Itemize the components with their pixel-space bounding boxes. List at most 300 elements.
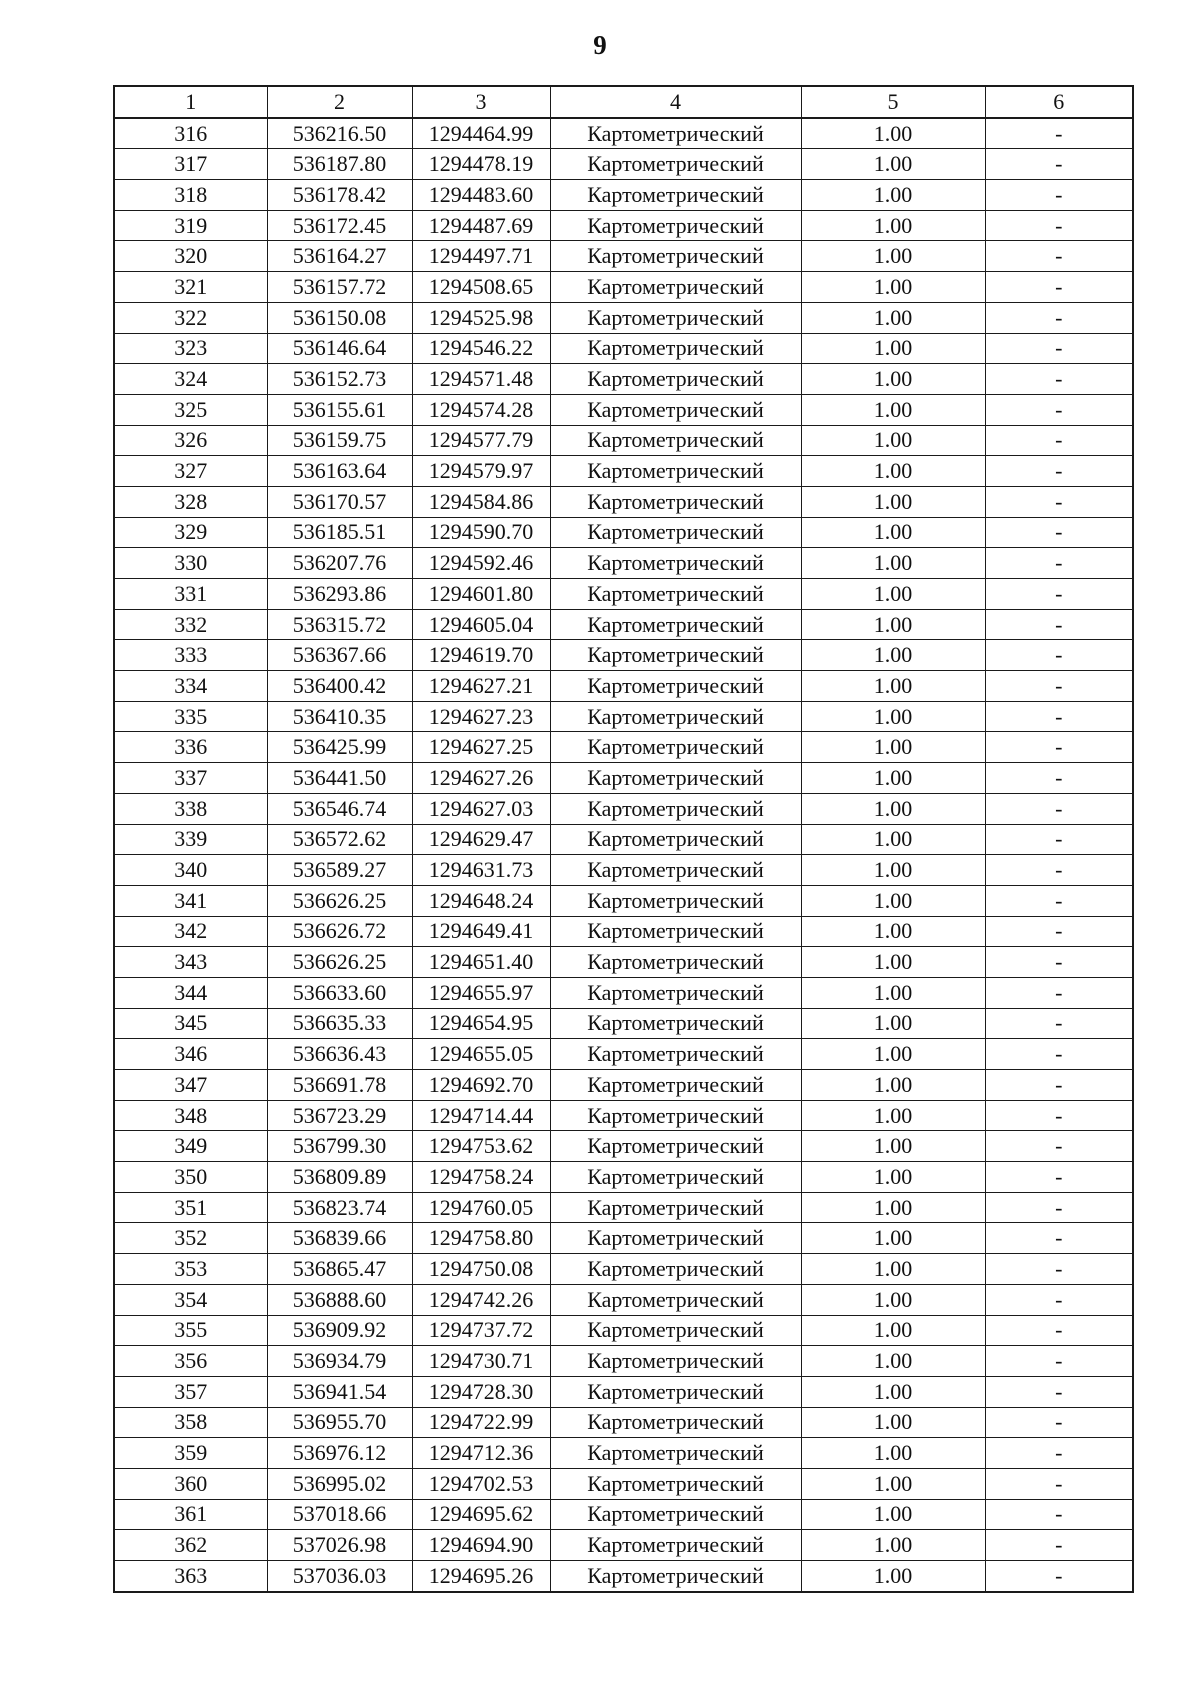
table-cell: -	[985, 394, 1133, 425]
table-cell: 1294497.71	[412, 241, 550, 272]
table-cell: Картометрический	[550, 1284, 801, 1315]
table-cell: 1294478.19	[412, 149, 550, 180]
table-cell: 536150.08	[267, 302, 412, 333]
table-cell: 1.00	[801, 855, 985, 886]
table-cell: -	[985, 1254, 1133, 1285]
table-cell: 343	[114, 947, 267, 978]
table-cell: 1294627.23	[412, 701, 550, 732]
table-cell: 1.00	[801, 824, 985, 855]
table-row	[114, 763, 1133, 794]
table-cell: -	[985, 1499, 1133, 1530]
table-cell: 359	[114, 1438, 267, 1469]
table-cell: 1294750.08	[412, 1254, 550, 1285]
table-cell: 1.00	[801, 241, 985, 272]
table-cell: 536626.25	[267, 947, 412, 978]
table-cell: Картометрический	[550, 1407, 801, 1438]
table-cell: 1294627.21	[412, 671, 550, 702]
table-cell: -	[985, 640, 1133, 671]
table-cell: 536152.73	[267, 364, 412, 395]
table-cell: 338	[114, 793, 267, 824]
table-cell: 536955.70	[267, 1407, 412, 1438]
table-cell: 1.00	[801, 1131, 985, 1162]
table-row	[114, 1223, 1133, 1254]
table-cell: 362	[114, 1530, 267, 1561]
table-row	[114, 486, 1133, 517]
table-cell: 1294742.26	[412, 1284, 550, 1315]
table-cell: 1294728.30	[412, 1376, 550, 1407]
table-cell: 536995.02	[267, 1468, 412, 1499]
table-cell: 536164.27	[267, 241, 412, 272]
table-cell: 1.00	[801, 1315, 985, 1346]
table-cell: -	[985, 701, 1133, 732]
table-cell: -	[985, 609, 1133, 640]
table-cell: Картометрический	[550, 609, 801, 640]
table-row	[114, 579, 1133, 610]
table-cell: 346	[114, 1039, 267, 1070]
table-cell: 334	[114, 671, 267, 702]
table-cell: -	[985, 1561, 1133, 1592]
table-cell: 536367.66	[267, 640, 412, 671]
table-cell: 1294702.53	[412, 1468, 550, 1499]
table-cell: -	[985, 1100, 1133, 1131]
table-cell: 1.00	[801, 1008, 985, 1039]
table-cell: 1294571.48	[412, 364, 550, 395]
table-cell: 1294722.99	[412, 1407, 550, 1438]
table-cell: 1294730.71	[412, 1346, 550, 1377]
table-cell: Картометрический	[550, 701, 801, 732]
table-cell: 1.00	[801, 1192, 985, 1223]
table-cell: 1.00	[801, 118, 985, 149]
table-cell: 536546.74	[267, 793, 412, 824]
table-cell: 326	[114, 425, 267, 456]
table-cell: 356	[114, 1346, 267, 1377]
table-cell: Картометрический	[550, 1438, 801, 1469]
table-cell: 1.00	[801, 579, 985, 610]
table-cell: 1294483.60	[412, 180, 550, 211]
table-cell: -	[985, 333, 1133, 364]
table-cell: 537018.66	[267, 1499, 412, 1530]
table-cell: 329	[114, 517, 267, 548]
table-cell: 1294508.65	[412, 272, 550, 303]
table-cell: -	[985, 824, 1133, 855]
table-cell: 335	[114, 701, 267, 732]
table-cell: 333	[114, 640, 267, 671]
table-row	[114, 118, 1133, 149]
table-cell: 347	[114, 1070, 267, 1101]
table-cell: 536157.72	[267, 272, 412, 303]
table-cell: -	[985, 1162, 1133, 1193]
table-cell: 536823.74	[267, 1192, 412, 1223]
table-cell: 536315.72	[267, 609, 412, 640]
table-cell: -	[985, 916, 1133, 947]
table-cell: 327	[114, 456, 267, 487]
table-row	[114, 732, 1133, 763]
table-cell: 340	[114, 855, 267, 886]
table-cell: 1.00	[801, 609, 985, 640]
table-cell: Картометрический	[550, 1100, 801, 1131]
table-cell: 536809.89	[267, 1162, 412, 1193]
table-cell: 1.00	[801, 1254, 985, 1285]
table-cell: -	[985, 1438, 1133, 1469]
table-cell: Картометрический	[550, 364, 801, 395]
table-row	[114, 1499, 1133, 1530]
table-cell: 536207.76	[267, 548, 412, 579]
table-row	[114, 1530, 1133, 1561]
table-cell: -	[985, 947, 1133, 978]
table-cell: 318	[114, 180, 267, 211]
table-cell: Картометрический	[550, 1070, 801, 1101]
table-cell: 1.00	[801, 671, 985, 702]
column-header: 4	[550, 86, 801, 118]
table-cell: Картометрический	[550, 333, 801, 364]
table-cell: 1294579.97	[412, 456, 550, 487]
table-cell: -	[985, 1468, 1133, 1499]
table-cell: -	[985, 241, 1133, 272]
column-header: 2	[267, 86, 412, 118]
table-cell: 350	[114, 1162, 267, 1193]
table-cell: 1294737.72	[412, 1315, 550, 1346]
table-cell: 536909.92	[267, 1315, 412, 1346]
table-cell: Картометрический	[550, 425, 801, 456]
table-cell: 351	[114, 1192, 267, 1223]
table-cell: 317	[114, 149, 267, 180]
table-cell: 1.00	[801, 517, 985, 548]
table-cell: 536633.60	[267, 977, 412, 1008]
table-row	[114, 671, 1133, 702]
table-header-row	[114, 86, 1133, 118]
table-cell: -	[985, 364, 1133, 395]
table-cell: -	[985, 579, 1133, 610]
table-cell: 332	[114, 609, 267, 640]
page-number: 9	[593, 30, 607, 60]
table-cell: 1294649.41	[412, 916, 550, 947]
table-row	[114, 149, 1133, 180]
table-cell: 325	[114, 394, 267, 425]
table-cell: 536865.47	[267, 1254, 412, 1285]
table-cell: 1294654.95	[412, 1008, 550, 1039]
table-cell: 1.00	[801, 1468, 985, 1499]
table-cell: -	[985, 1346, 1133, 1377]
table-cell: -	[985, 1530, 1133, 1561]
table-cell: 1.00	[801, 1284, 985, 1315]
table-row	[114, 333, 1133, 364]
table-body	[114, 118, 1133, 1592]
table-cell: Картометрический	[550, 456, 801, 487]
table-cell: 1294655.97	[412, 977, 550, 1008]
table-row	[114, 1315, 1133, 1346]
table-cell: 536185.51	[267, 517, 412, 548]
table-cell: 323	[114, 333, 267, 364]
table-cell: 1294627.25	[412, 732, 550, 763]
table-cell: -	[985, 1039, 1133, 1070]
table-cell: 1.00	[801, 947, 985, 978]
table-cell: Картометрический	[550, 1315, 801, 1346]
table-row	[114, 1284, 1133, 1315]
table-row	[114, 1008, 1133, 1039]
table-cell: Картометрический	[550, 732, 801, 763]
table-cell: Картометрический	[550, 1346, 801, 1377]
table-cell: 1294692.70	[412, 1070, 550, 1101]
table-cell: 1.00	[801, 640, 985, 671]
table-cell: -	[985, 1223, 1133, 1254]
table-cell: 1.00	[801, 793, 985, 824]
table-cell: 1294627.26	[412, 763, 550, 794]
table-cell: 358	[114, 1407, 267, 1438]
table-cell: 536159.75	[267, 425, 412, 456]
table-cell: 1.00	[801, 885, 985, 916]
table-cell: -	[985, 793, 1133, 824]
table-row	[114, 1468, 1133, 1499]
table-cell: 1.00	[801, 1039, 985, 1070]
table-cell: 330	[114, 548, 267, 579]
table-cell: 1.00	[801, 1162, 985, 1193]
table-cell: 331	[114, 579, 267, 610]
table-cell: Картометрический	[550, 1192, 801, 1223]
table-cell: 536976.12	[267, 1438, 412, 1469]
table-cell: 1294648.24	[412, 885, 550, 916]
table-cell: 1.00	[801, 732, 985, 763]
table-cell: 363	[114, 1561, 267, 1592]
column-header: 5	[801, 86, 985, 118]
table-cell: 1294574.28	[412, 394, 550, 425]
column-header: 1	[114, 86, 267, 118]
table-row	[114, 609, 1133, 640]
table-cell: 536400.42	[267, 671, 412, 702]
table-row	[114, 364, 1133, 395]
table-cell: Картометрический	[550, 671, 801, 702]
table-cell: 1.00	[801, 1407, 985, 1438]
table-cell: 344	[114, 977, 267, 1008]
table-row	[114, 456, 1133, 487]
table-cell: 1.00	[801, 1223, 985, 1254]
table-cell: 536163.64	[267, 456, 412, 487]
table-cell: 357	[114, 1376, 267, 1407]
coordinates-table	[113, 85, 1134, 1593]
table-row	[114, 916, 1133, 947]
table-cell: Картометрический	[550, 793, 801, 824]
table-cell: 1294584.86	[412, 486, 550, 517]
table-cell: Картометрический	[550, 1223, 801, 1254]
table-cell: 1294592.46	[412, 548, 550, 579]
table-row	[114, 1131, 1133, 1162]
table-cell: 536626.72	[267, 916, 412, 947]
table-cell: Картометрический	[550, 1039, 801, 1070]
table-row	[114, 947, 1133, 978]
table-row	[114, 1376, 1133, 1407]
table-cell: 1.00	[801, 701, 985, 732]
table-cell: Картометрический	[550, 1162, 801, 1193]
table-cell: 536941.54	[267, 1376, 412, 1407]
table-cell: 336	[114, 732, 267, 763]
table-cell: 1294695.62	[412, 1499, 550, 1530]
table-cell: 1.00	[801, 763, 985, 794]
table-cell: 536146.64	[267, 333, 412, 364]
table-cell: 1294525.98	[412, 302, 550, 333]
table-cell: Картометрический	[550, 579, 801, 610]
table-cell: Картометрический	[550, 302, 801, 333]
table-cell: 1.00	[801, 1561, 985, 1592]
table-cell: 1.00	[801, 394, 985, 425]
table-cell: Картометрический	[550, 1530, 801, 1561]
table-cell: 341	[114, 885, 267, 916]
table-cell: 536888.60	[267, 1284, 412, 1315]
table-cell: 1.00	[801, 456, 985, 487]
table-row	[114, 885, 1133, 916]
table-cell: 1294619.70	[412, 640, 550, 671]
table-cell: 1.00	[801, 1100, 985, 1131]
column-header: 6	[985, 86, 1133, 118]
table-cell: 361	[114, 1499, 267, 1530]
table-cell: -	[985, 272, 1133, 303]
table-cell: 1.00	[801, 425, 985, 456]
table-cell: 1.00	[801, 180, 985, 211]
table-cell: Картометрический	[550, 916, 801, 947]
table-cell: 536839.66	[267, 1223, 412, 1254]
table-row	[114, 1407, 1133, 1438]
table-cell: 1.00	[801, 1499, 985, 1530]
table-row	[114, 1192, 1133, 1223]
table-row	[114, 241, 1133, 272]
table-cell: 536425.99	[267, 732, 412, 763]
table-cell: Картометрический	[550, 486, 801, 517]
table-cell: Картометрический	[550, 394, 801, 425]
table-cell: 349	[114, 1131, 267, 1162]
table-cell: -	[985, 425, 1133, 456]
table-cell: 1.00	[801, 486, 985, 517]
table-cell: 1294590.70	[412, 517, 550, 548]
table-cell: 536636.43	[267, 1039, 412, 1070]
table-cell: 1.00	[801, 210, 985, 241]
table-cell: 1294753.62	[412, 1131, 550, 1162]
table-cell: Картометрический	[550, 180, 801, 211]
table-cell: 536589.27	[267, 855, 412, 886]
table-cell: 354	[114, 1284, 267, 1315]
table-cell: 536293.86	[267, 579, 412, 610]
column-header: 3	[412, 86, 550, 118]
table-cell: 324	[114, 364, 267, 395]
table-cell: 1.00	[801, 364, 985, 395]
table-cell: 316	[114, 118, 267, 149]
table-cell: -	[985, 1407, 1133, 1438]
table-row	[114, 1070, 1133, 1101]
table-cell: 1294758.24	[412, 1162, 550, 1193]
table-row	[114, 1561, 1133, 1592]
table-cell: 537036.03	[267, 1561, 412, 1592]
table-row	[114, 1346, 1133, 1377]
table-cell: 1294655.05	[412, 1039, 550, 1070]
table-row	[114, 548, 1133, 579]
table-cell: 1294629.47	[412, 824, 550, 855]
table-cell: 353	[114, 1254, 267, 1285]
table-row	[114, 1100, 1133, 1131]
table-cell: 1.00	[801, 1070, 985, 1101]
table-cell: 321	[114, 272, 267, 303]
table-cell: Картометрический	[550, 977, 801, 1008]
table-cell: 1294605.04	[412, 609, 550, 640]
table-cell: 342	[114, 916, 267, 947]
table-cell: 536170.57	[267, 486, 412, 517]
table-row	[114, 210, 1133, 241]
table-cell: 1.00	[801, 977, 985, 1008]
table-cell: Картометрический	[550, 272, 801, 303]
table-cell: -	[985, 486, 1133, 517]
table-row	[114, 701, 1133, 732]
table-cell: 1.00	[801, 1346, 985, 1377]
table-cell: 536155.61	[267, 394, 412, 425]
table-cell: 536441.50	[267, 763, 412, 794]
table-cell: -	[985, 118, 1133, 149]
table-cell: 536934.79	[267, 1346, 412, 1377]
table-cell: 345	[114, 1008, 267, 1039]
table-cell: -	[985, 1376, 1133, 1407]
table-cell: 536410.35	[267, 701, 412, 732]
table-cell: Картометрический	[550, 1499, 801, 1530]
table-cell: -	[985, 1131, 1133, 1162]
table-cell: -	[985, 1008, 1133, 1039]
table-cell: 536799.30	[267, 1131, 412, 1162]
table-row	[114, 1162, 1133, 1193]
table-cell: -	[985, 517, 1133, 548]
table-cell: 1294695.26	[412, 1561, 550, 1592]
table-cell: Картометрический	[550, 1131, 801, 1162]
table-cell: 1.00	[801, 272, 985, 303]
table-cell: 1294631.73	[412, 855, 550, 886]
table-cell: 1294760.05	[412, 1192, 550, 1223]
table-cell: 319	[114, 210, 267, 241]
table-row	[114, 302, 1133, 333]
table-cell: 536187.80	[267, 149, 412, 180]
table-cell: 337	[114, 763, 267, 794]
table-cell: Картометрический	[550, 1468, 801, 1499]
table-cell: 536723.29	[267, 1100, 412, 1131]
table-row	[114, 394, 1133, 425]
table-cell: 360	[114, 1468, 267, 1499]
table-cell: Картометрический	[550, 241, 801, 272]
table-cell: Картометрический	[550, 824, 801, 855]
table-cell: Картометрический	[550, 947, 801, 978]
table-cell: -	[985, 149, 1133, 180]
table-cell: Картометрический	[550, 210, 801, 241]
table-cell: 1294577.79	[412, 425, 550, 456]
table-cell: 537026.98	[267, 1530, 412, 1561]
table-cell: 1294714.44	[412, 1100, 550, 1131]
table-cell: -	[985, 977, 1133, 1008]
table-row	[114, 517, 1133, 548]
table-cell: 1.00	[801, 149, 985, 180]
table-cell: 1294651.40	[412, 947, 550, 978]
table-row	[114, 1254, 1133, 1285]
table-cell: 1294712.36	[412, 1438, 550, 1469]
table-cell: Картометрический	[550, 640, 801, 671]
table-cell: 536572.62	[267, 824, 412, 855]
table-row	[114, 180, 1133, 211]
table-cell: -	[985, 1070, 1133, 1101]
table-cell: Картометрический	[550, 1561, 801, 1592]
table-cell: -	[985, 855, 1133, 886]
table-cell: Картометрический	[550, 885, 801, 916]
table-cell: -	[985, 732, 1133, 763]
table-cell: 536691.78	[267, 1070, 412, 1101]
table-cell: Картометрический	[550, 149, 801, 180]
table-cell: 1294627.03	[412, 793, 550, 824]
table-cell: -	[985, 456, 1133, 487]
table-cell: Картометрический	[550, 855, 801, 886]
table-cell: 1294464.99	[412, 118, 550, 149]
table-cell: 348	[114, 1100, 267, 1131]
table-cell: Картометрический	[550, 548, 801, 579]
table-cell: 328	[114, 486, 267, 517]
table-row	[114, 793, 1133, 824]
